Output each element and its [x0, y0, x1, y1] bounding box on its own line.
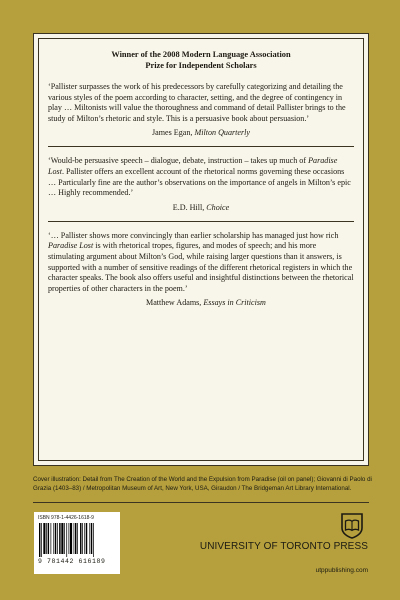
barcode-icon [38, 523, 116, 557]
review-3-quote [48, 231, 354, 295]
publisher-name: UNIVERSITY OF TORONTO PRESS [199, 541, 368, 552]
footer-divider [33, 502, 369, 503]
isbn-label: ISBN 978-1-4426-1618-9 [38, 515, 94, 521]
utp-shield-book-icon [340, 513, 364, 539]
review-1-author: James Egan, [151, 128, 193, 138]
publisher-url[interactable]: utppublishing.com [315, 567, 368, 574]
review-2-quote-part-2: . Pallister offers an excellent account of the rhetorical norms governing these occasions … Particularly fine are the author’s observations on the importance of angels in Milton’s epic … Highly recommended.’ [48, 166, 351, 198]
review-panel-inner [38, 38, 364, 461]
review-1 [48, 82, 354, 138]
review-2-source: Choice [206, 202, 230, 212]
review-3 [48, 231, 354, 309]
review-2-author: E.D. Hill, [172, 202, 205, 212]
review-3-source: Essays in Criticism [203, 298, 266, 308]
isbn-barcode [34, 512, 120, 574]
review-3-quote-part-1: ‘… Pallister shows more convincingly than earlier scholarship has managed just how rich [48, 230, 339, 240]
prize-line-1: Winner of the 2008 Modern Language Association [111, 50, 291, 59]
review-3-author: Matthew Adams, [146, 298, 202, 308]
prize-heading [48, 49, 354, 71]
review-1-attribution [48, 127, 354, 138]
divider-2 [48, 221, 354, 222]
review-2-attribution [48, 202, 354, 213]
review-1-source: Milton Quarterly [194, 128, 251, 138]
review-3-quote-title: Paradise Lost [48, 241, 94, 251]
barcode-number: 9 781442 616189 [38, 558, 106, 565]
review-2-quote [48, 156, 354, 198]
cover-illustration-credits: Cover illustration: Detail from The Creation of the World and the Expulsion from Paradise (oil on panel); Giovanni di Paolo di Grazia (1403–83) / Metropolitan Museum of Art, New York, USA, Giraudon / The Bridgeman Art Library International. [33, 476, 372, 492]
review-panel [33, 33, 369, 466]
review-3-quote-part-2: is with rhetorical tropes, figures, and modes of speech; and his more stimulating argument about Milton’s God, while raising larger questions than it answers, is supported with a number of sensitive readings of the different rhetorical registers in which the character speaks. The book also offers useful and insightful distinctions between the rhetorical properties of other characters in the poem.’ [48, 241, 354, 293]
review-1-quote: ‘Pallister surpasses the work of his predecessors by carefully categorizing and detailing the various styles of the poem according to character, setting, and the degree of contingency in play … Miltonists will value the thoroughness and command of detail Pallister brings to the study of Milton’s rhetoric and style. This is a persuasive book about persuasion.’ [48, 82, 346, 123]
review-2-quote-part-1: ‘Would-be persuasive speech – dialogue, debate, instruction – takes up much of [48, 156, 309, 166]
review-2-quote-title: Paradise Lost [48, 156, 338, 176]
divider-1 [48, 146, 354, 147]
review-2 [48, 156, 354, 212]
review-3-attribution [48, 297, 354, 308]
prize-line-2: Prize for Independent Scholars [145, 61, 257, 70]
